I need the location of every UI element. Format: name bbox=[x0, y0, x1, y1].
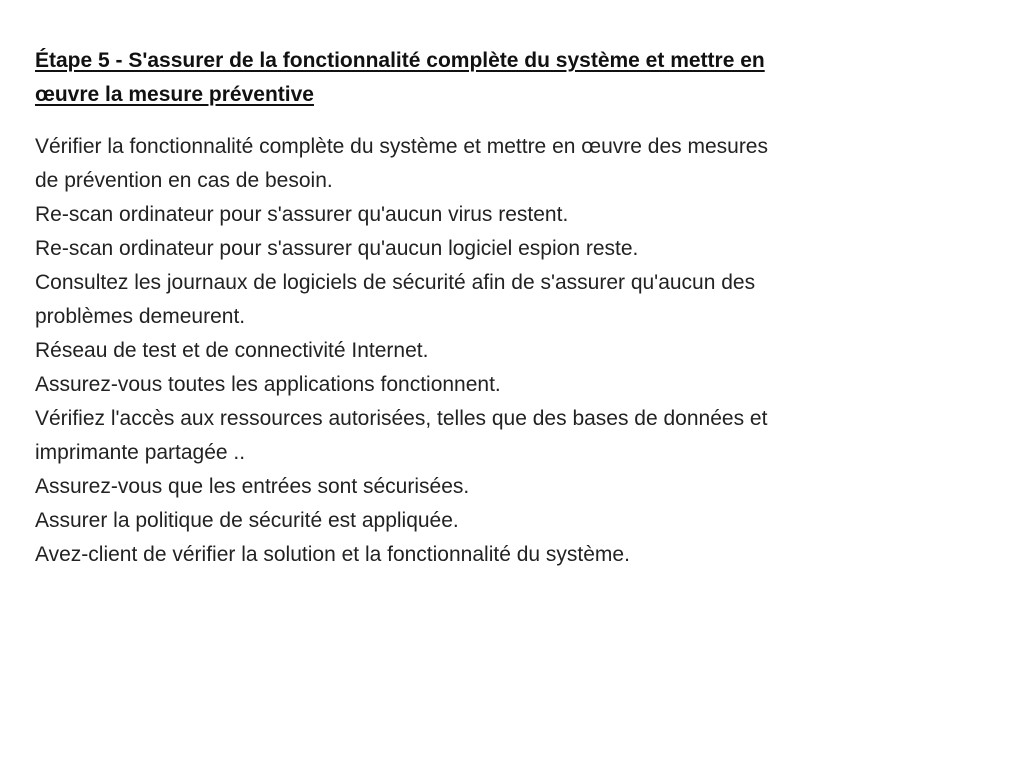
slide-title bbox=[35, 44, 985, 112]
body-line-8: Assurez-vous toutes les applications fonctionnent. bbox=[35, 373, 501, 396]
body-line-2: de prévention en cas de besoin. bbox=[35, 169, 333, 192]
body-line-11: Assurez-vous que les entrées sont sécurisées. bbox=[35, 475, 470, 498]
body-line-12: Assurer la politique de sécurité est appliquée. bbox=[35, 509, 459, 532]
body-line-9: Vérifiez l'accès aux ressources autorisées, telles que des bases de données et bbox=[35, 407, 768, 430]
body-line-13: Avez-client de vérifier la solution et la fonctionnalité du système. bbox=[35, 543, 630, 566]
slide-body bbox=[35, 130, 985, 572]
body-line-4: Re-scan ordinateur pour s'assurer qu'aucun logiciel espion reste. bbox=[35, 237, 639, 260]
body-line-1: Vérifier la fonctionnalité complète du système et mettre en œuvre des mesures bbox=[35, 135, 768, 158]
body-line-5: Consultez les journaux de logiciels de sécurité afin de s'assurer qu'aucun des bbox=[35, 271, 756, 294]
slide-content bbox=[35, 44, 985, 572]
slide-title-line-2: œuvre la mesure préventive bbox=[35, 83, 314, 106]
body-line-10: imprimante partagée .. bbox=[35, 441, 246, 464]
body-line-3: Re-scan ordinateur pour s'assurer qu'aucun virus restent. bbox=[35, 203, 569, 226]
body-line-6: problèmes demeurent. bbox=[35, 305, 246, 328]
body-line-7: Réseau de test et de connectivité Internet. bbox=[35, 339, 429, 362]
slide-title-line-1: Étape 5 - S'assurer de la fonctionnalité complète du système et mettre en bbox=[35, 49, 765, 72]
